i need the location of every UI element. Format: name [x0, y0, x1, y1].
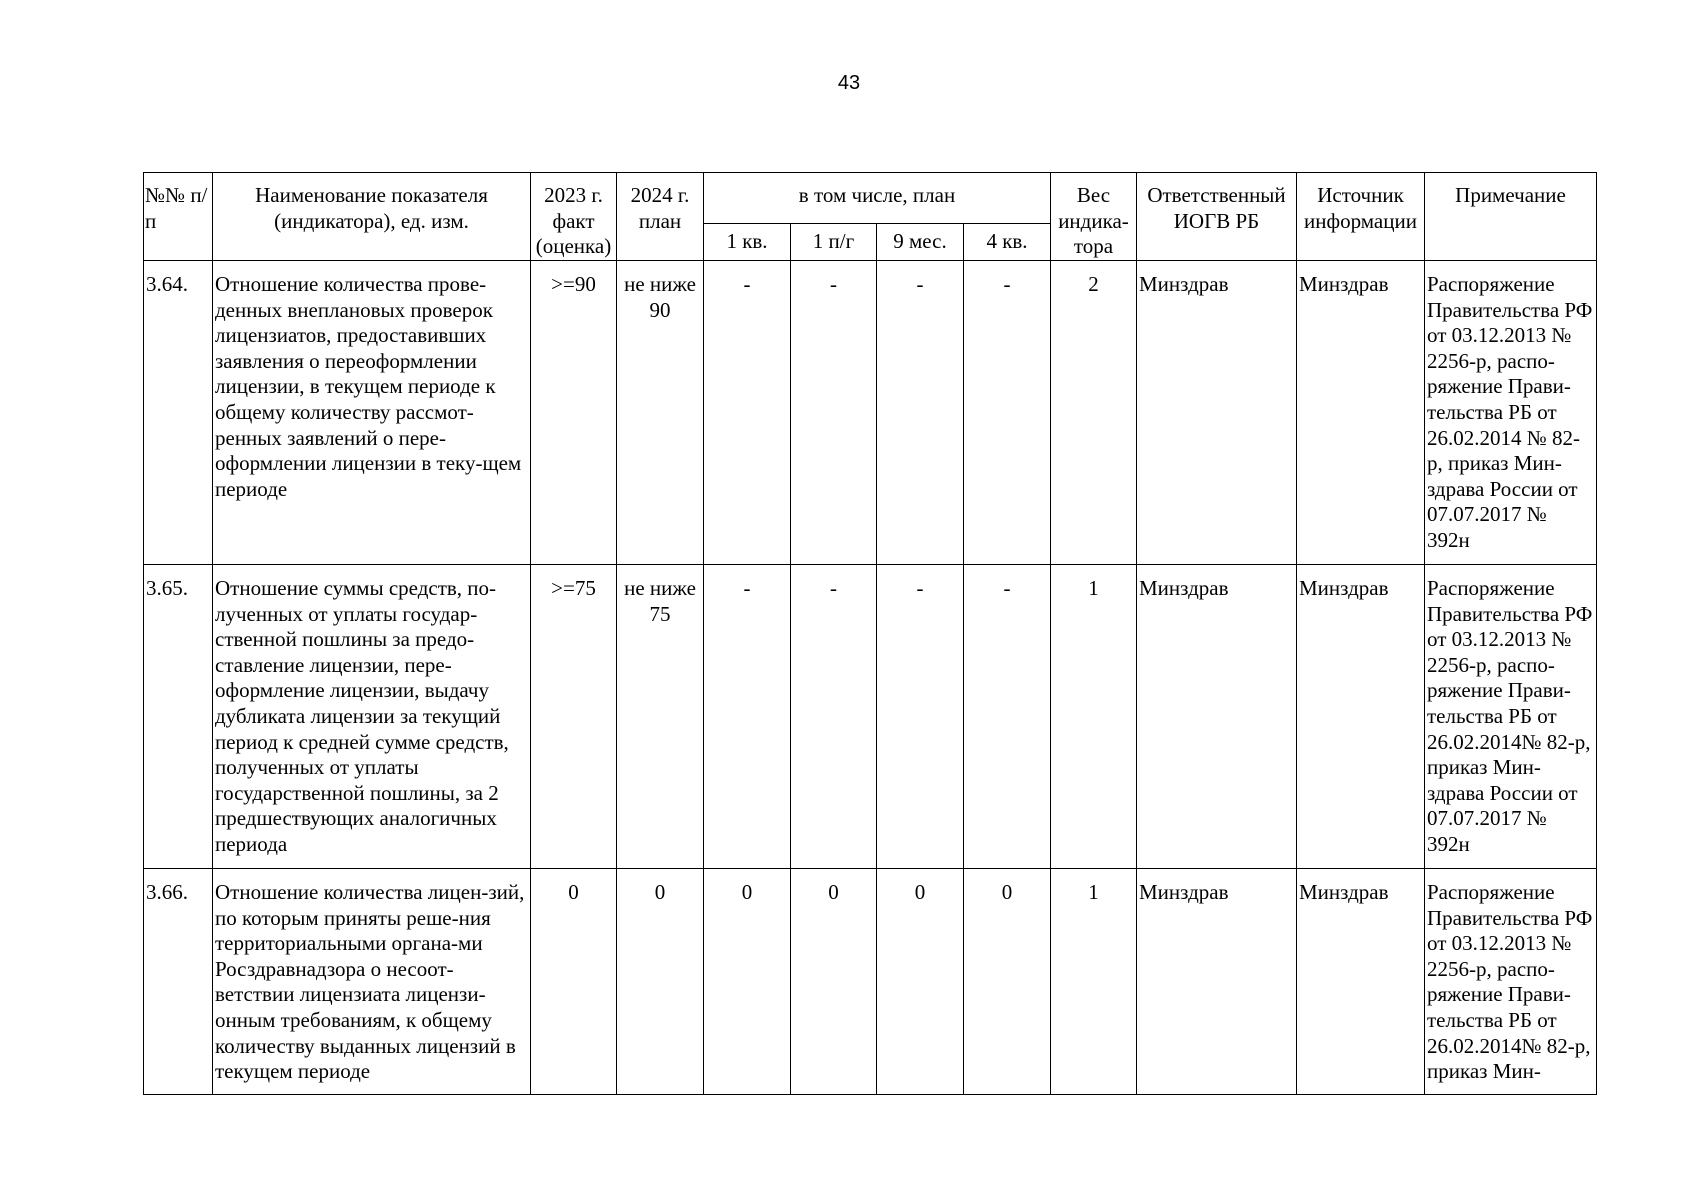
- 9m-value: -: [877, 565, 964, 869]
- header-incl-plan: в том числе, план: [704, 173, 1051, 224]
- header-source: Источник информации: [1297, 173, 1425, 261]
- source-value: Минздрав: [1297, 565, 1425, 869]
- header-9m: 9 мес.: [877, 224, 964, 261]
- header-responsible: Ответственный ИОГВ РБ: [1137, 173, 1297, 261]
- weight-value: 1: [1051, 869, 1137, 1095]
- indicator-name: Отношение суммы средств, по-лученных от уплаты государ-ственной пошлины за предо-ставление лицензии, пере-оформление лицензии, выдачу дубликата лицензии за текущий период к средней сумме средств, полученных от уплаты государственной пошлины, за 2 предшествующих аналогичных периода: [213, 565, 531, 869]
- table-row: [144, 869, 1597, 1095]
- q4-value: -: [964, 261, 1051, 565]
- indicator-name: Отношение количества лицен-зий, по которым приняты реше-ния территориальными органа-ми Росздравнадзора о несоот-ветствии лицензиата лицензи-онным требованиям, к общему количеству выданных лицензий в текущем периоде: [213, 869, 531, 1095]
- responsible-value: Минздрав: [1137, 869, 1297, 1095]
- 9m-value: 0: [877, 869, 964, 1095]
- weight-value: 2: [1051, 261, 1137, 565]
- plan-2024-value: не ниже 75: [617, 565, 704, 869]
- header-name: Наименование показателя (индикатора), ед. изм.: [213, 173, 531, 261]
- q4-value: -: [964, 565, 1051, 869]
- header-note: Примечание: [1425, 173, 1597, 261]
- note-value: Распоряжение Правительства РФ от 03.12.2013 № 2256-р, распо-ряжение Прави-тельства РБ от 26.02.2014 № 82-р, приказ Мин-здрава России от 07.07.2017 № 392н: [1425, 261, 1597, 565]
- table-row: [144, 261, 1597, 565]
- h1-value: -: [791, 565, 877, 869]
- row-number: 3.64.: [144, 261, 213, 565]
- header-q1: 1 кв.: [704, 224, 791, 261]
- source-value: Минздрав: [1297, 261, 1425, 565]
- header-h1: 1 п/г: [791, 224, 877, 261]
- responsible-value: Минздрав: [1137, 565, 1297, 869]
- fact-2023-value: >=75: [531, 565, 617, 869]
- 9m-value: -: [877, 261, 964, 565]
- responsible-value: Минздрав: [1137, 261, 1297, 565]
- table-row: [144, 565, 1597, 869]
- q1-value: -: [704, 565, 791, 869]
- header-q4: 4 кв.: [964, 224, 1051, 261]
- h1-value: 0: [791, 869, 877, 1095]
- page-number: 43: [837, 72, 861, 94]
- plan-2024-value: не ниже 90: [617, 261, 704, 565]
- plan-2024-value: 0: [617, 869, 704, 1095]
- q4-value: 0: [964, 869, 1051, 1095]
- note-value: Распоряжение Правительства РФ от 03.12.2013 № 2256-р, распо-ряжение Прави-тельства РБ от 26.02.2014№ 82-р, приказ Мин-: [1425, 869, 1597, 1095]
- q1-value: 0: [704, 869, 791, 1095]
- fact-2023-value: >=90: [531, 261, 617, 565]
- row-number: 3.65.: [144, 565, 213, 869]
- header-num: №№ п/п: [144, 173, 213, 261]
- indicator-table: [143, 172, 1597, 1095]
- header-fact-2023: 2023 г. факт (оценка): [531, 173, 617, 261]
- weight-value: 1: [1051, 565, 1137, 869]
- source-value: Минздрав: [1297, 869, 1425, 1095]
- header-weight: Вес индика-тора: [1051, 173, 1137, 261]
- row-number: 3.66.: [144, 869, 213, 1095]
- note-value: Распоряжение Правительства РФ от 03.12.2013 № 2256-р, распо-ряжение Прави-тельства РБ от 26.02.2014№ 82-р, приказ Мин-здрава России от 07.07.2017 № 392н: [1425, 565, 1597, 869]
- h1-value: -: [791, 261, 877, 565]
- indicator-name: Отношение количества прове-денных внеплановых проверок лицензиатов, предоставивших заявления о переоформлении лицензии, в текущем периоде к общему количеству рассмот-ренных заявлений о пере-оформлении лицензии в теку-щем периоде: [213, 261, 531, 565]
- header-plan-2024: 2024 г. план: [617, 173, 704, 261]
- q1-value: -: [704, 261, 791, 565]
- fact-2023-value: 0: [531, 869, 617, 1095]
